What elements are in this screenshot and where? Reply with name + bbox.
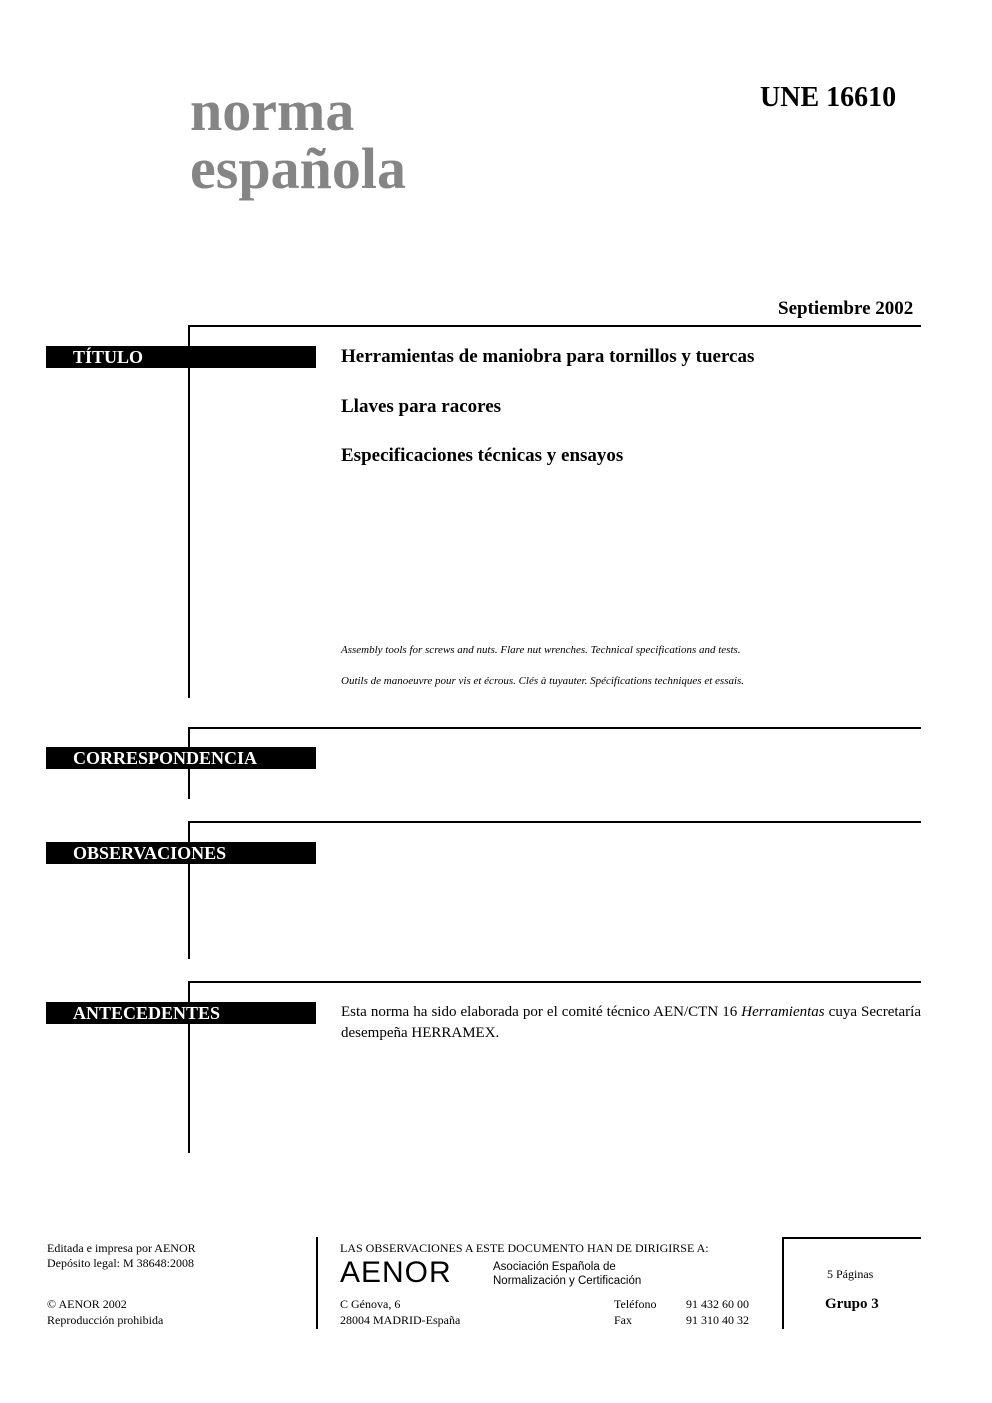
observations-heading: LAS OBSERVACIONES A ESTE DOCUMENTO HAN DE DIRIGIRSE A: [340, 1241, 709, 1255]
brand-line-2: española [190, 136, 406, 201]
legal-deposit: Depósito legal: M 38648:2008 [47, 1256, 194, 1270]
price-group: Grupo 3 [825, 1296, 879, 1312]
titulo-label: TÍTULO [46, 346, 316, 368]
phone-value: 91 432 60 00 [686, 1297, 749, 1311]
aenor-name-line-1: Asociación Española de [493, 1261, 616, 1273]
title-line-3: Especificaciones técnicas y ensayos [341, 445, 624, 466]
title-line-2: Llaves para racores [341, 396, 502, 417]
publication-date: Septiembre 2002 [778, 298, 914, 319]
correspondencia-label: CORRESPONDENCIA [46, 747, 316, 769]
antecedentes-text-before: Esta norma ha sido elaborada por el comité técnico AEN/CTN 16 [341, 1004, 742, 1020]
group-box-top-rule [784, 1237, 921, 1239]
aenor-full-name [493, 1260, 641, 1288]
title-translation-en: Assembly tools for screws and nuts. Flare nut wrenches. Technical specifications and tests. [341, 644, 741, 656]
copyright: © AENOR 2002 [47, 1297, 127, 1311]
observaciones-top-rule [188, 821, 921, 823]
titulo-top-rule [188, 325, 921, 327]
standard-code: UNE 16610 [760, 82, 897, 113]
observaciones-label: OBSERVACIONES [46, 842, 316, 864]
titulo-vertical-rule [188, 325, 190, 698]
antecedentes-top-rule [188, 981, 921, 983]
antecedentes-text-italic: Herramientas [741, 1004, 825, 1020]
title-line-1: Herramientas de maniobra para tornillos y tuercas [341, 346, 755, 367]
page-count: 5 Páginas [827, 1267, 874, 1281]
title-translation-fr: Outils de manoeuvre pour vis et écrous. Clés à tuyauter. Spécifications techniques et essais. [341, 675, 745, 687]
footer-divider-left [316, 1237, 318, 1329]
edited-by: Editada e impresa por AENOR [47, 1241, 196, 1255]
group-box-vertical-rule [782, 1237, 784, 1329]
aenor-logo: AENOR [340, 1256, 452, 1289]
reproduction-notice: Reproducción prohibida [47, 1313, 164, 1327]
antecedentes-label: ANTECEDENTES [46, 1002, 316, 1024]
correspondencia-top-rule [188, 727, 921, 729]
fax-label: Fax [614, 1313, 632, 1327]
phone-label: Teléfono [614, 1297, 657, 1311]
brand-line-1: norma [190, 78, 355, 143]
antecedentes-text [341, 1002, 921, 1044]
address-line-1: C Génova, 6 [340, 1297, 401, 1311]
fax-value: 91 310 40 32 [686, 1313, 749, 1327]
antecedentes-text-after: cuya Secretaría desempeña HERRAMEX. [341, 1004, 921, 1041]
brand-wordmark [190, 78, 406, 201]
aenor-name-line-2: Normalización y Certificación [493, 1275, 642, 1287]
address-line-2: 28004 MADRID-España [340, 1313, 461, 1327]
